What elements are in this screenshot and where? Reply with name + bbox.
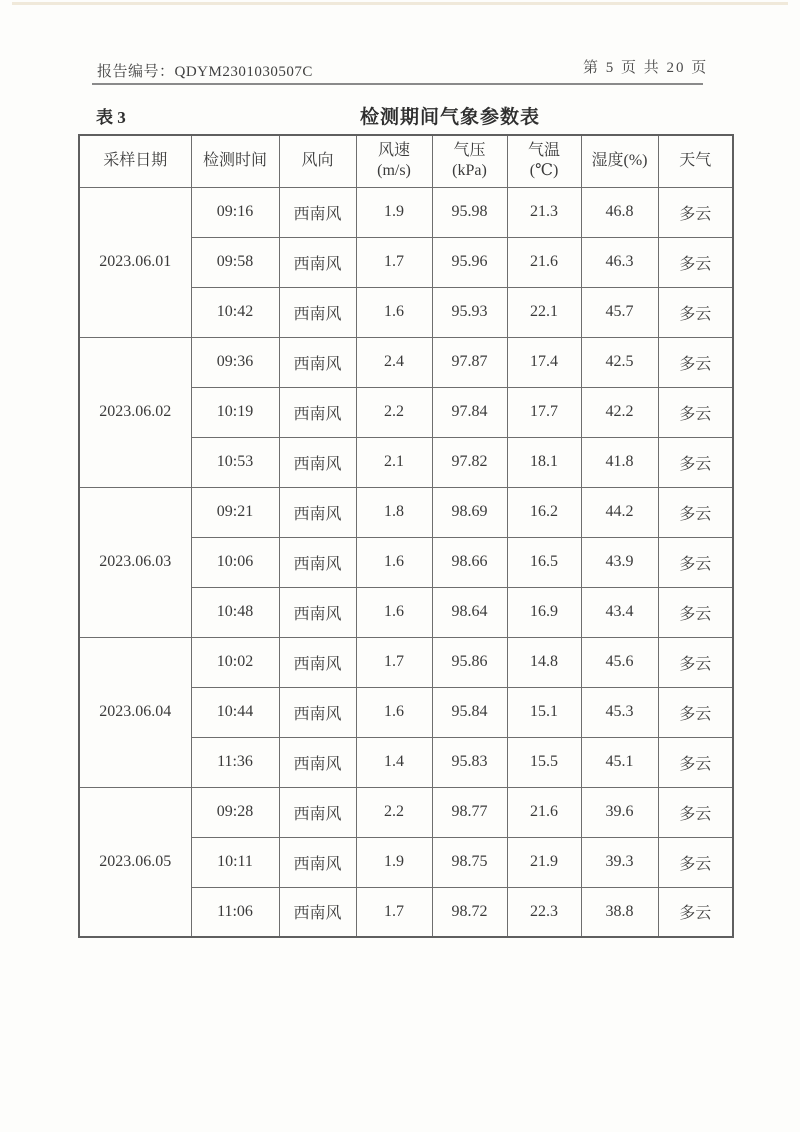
cell-sample-date: 2023.06.04 — [79, 637, 191, 787]
cell-detect-time: 10:02 — [191, 637, 279, 687]
cell-wind-speed: 2.4 — [356, 337, 432, 387]
cell-wind-direction: 西南风 — [279, 887, 356, 937]
cell-sample-date: 2023.06.01 — [79, 187, 191, 337]
cell-temperature: 21.3 — [507, 187, 581, 237]
cell-wind-direction: 西南风 — [279, 337, 356, 387]
cell-detect-time: 10:53 — [191, 437, 279, 487]
cell-humidity: 42.5 — [581, 337, 658, 387]
cell-detect-time: 09:36 — [191, 337, 279, 387]
cell-sample-date: 2023.06.03 — [79, 487, 191, 637]
cell-humidity: 42.2 — [581, 387, 658, 437]
cell-pressure: 97.82 — [432, 437, 507, 487]
col-header-line: (m/s) — [377, 162, 411, 180]
cell-temperature: 16.5 — [507, 537, 581, 587]
cell-temperature: 17.7 — [507, 387, 581, 437]
cell-weather: 多云 — [658, 387, 733, 437]
cell-weather: 多云 — [658, 787, 733, 837]
col-header-pressure — [432, 135, 507, 187]
col-header-line: 天气 — [679, 152, 712, 170]
cell-wind-direction: 西南风 — [279, 587, 356, 637]
cell-detect-time: 11:36 — [191, 737, 279, 787]
cell-weather: 多云 — [658, 287, 733, 337]
cell-wind-speed: 1.6 — [356, 587, 432, 637]
cell-weather: 多云 — [658, 537, 733, 587]
col-header-line: (kPa) — [452, 162, 487, 180]
cell-weather: 多云 — [658, 187, 733, 237]
col-header-wind-speed — [356, 135, 432, 187]
cell-weather: 多云 — [658, 487, 733, 537]
cell-humidity: 45.3 — [581, 687, 658, 737]
cell-weather: 多云 — [658, 837, 733, 887]
cell-wind-speed: 1.6 — [356, 287, 432, 337]
col-header-weather — [658, 135, 733, 187]
cell-detect-time: 10:42 — [191, 287, 279, 337]
cell-detect-time: 11:06 — [191, 887, 279, 937]
cell-wind-speed: 1.9 — [356, 187, 432, 237]
cell-weather: 多云 — [658, 887, 733, 937]
col-header-line: 气温 — [527, 142, 560, 160]
cell-pressure: 98.72 — [432, 887, 507, 937]
cell-pressure: 95.98 — [432, 187, 507, 237]
cell-wind-speed: 2.1 — [356, 437, 432, 487]
cell-pressure: 95.96 — [432, 237, 507, 287]
cell-wind-speed: 1.6 — [356, 687, 432, 737]
cell-wind-speed: 1.7 — [356, 637, 432, 687]
cell-pressure: 95.83 — [432, 737, 507, 787]
cell-pressure: 95.93 — [432, 287, 507, 337]
cell-pressure: 98.66 — [432, 537, 507, 587]
cell-temperature: 16.9 — [507, 587, 581, 637]
cell-pressure: 95.86 — [432, 637, 507, 687]
table-row — [79, 337, 733, 387]
cell-wind-direction: 西南风 — [279, 837, 356, 887]
cell-humidity: 44.2 — [581, 487, 658, 537]
cell-humidity: 41.8 — [581, 437, 658, 487]
cell-temperature: 21.6 — [507, 237, 581, 287]
cell-wind-speed: 1.8 — [356, 487, 432, 537]
cell-detect-time: 10:11 — [191, 837, 279, 887]
cell-wind-speed: 1.6 — [356, 537, 432, 587]
cell-detect-time: 10:19 — [191, 387, 279, 437]
cell-pressure: 98.69 — [432, 487, 507, 537]
cell-humidity: 46.8 — [581, 187, 658, 237]
cell-pressure: 95.84 — [432, 687, 507, 737]
cell-detect-time: 09:21 — [191, 487, 279, 537]
col-header-line: 采样日期 — [103, 152, 168, 170]
cell-wind-speed: 1.7 — [356, 887, 432, 937]
cell-detect-time: 09:28 — [191, 787, 279, 837]
cell-wind-speed: 1.9 — [356, 837, 432, 887]
cell-detect-time: 10:48 — [191, 587, 279, 637]
scan-edge-artifact — [12, 2, 788, 5]
cell-humidity: 46.3 — [581, 237, 658, 287]
cell-weather: 多云 — [658, 637, 733, 687]
cell-humidity: 38.8 — [581, 887, 658, 937]
cell-temperature: 15.5 — [507, 737, 581, 787]
cell-sample-date: 2023.06.02 — [79, 337, 191, 487]
cell-temperature: 17.4 — [507, 337, 581, 387]
table-header-row — [79, 135, 733, 187]
cell-weather: 多云 — [658, 587, 733, 637]
col-header-line: 检测时间 — [202, 152, 267, 170]
table-row — [79, 187, 733, 237]
cell-wind-speed: 1.4 — [356, 737, 432, 787]
cell-wind-direction: 西南风 — [279, 487, 356, 537]
cell-wind-speed: 2.2 — [356, 387, 432, 437]
header-divider-line — [92, 83, 703, 85]
cell-humidity: 43.9 — [581, 537, 658, 587]
cell-pressure: 97.87 — [432, 337, 507, 387]
cell-humidity: 45.1 — [581, 737, 658, 787]
cell-humidity: 45.6 — [581, 637, 658, 687]
col-header-line: 风速 — [377, 142, 410, 160]
col-header-line: 湿度(%) — [591, 152, 648, 170]
col-header-line: (℃) — [529, 162, 559, 180]
cell-humidity: 39.3 — [581, 837, 658, 887]
cell-detect-time: 10:44 — [191, 687, 279, 737]
cell-wind-direction: 西南风 — [279, 237, 356, 287]
cell-weather: 多云 — [658, 237, 733, 287]
cell-sample-date: 2023.06.05 — [79, 787, 191, 937]
cell-weather: 多云 — [658, 437, 733, 487]
cell-pressure: 97.84 — [432, 387, 507, 437]
col-header-line: 风向 — [301, 152, 334, 170]
cell-temperature: 16.2 — [507, 487, 581, 537]
col-header-wind-direction — [279, 135, 356, 187]
cell-wind-direction: 西南风 — [279, 287, 356, 337]
cell-weather: 多云 — [658, 337, 733, 387]
cell-temperature: 22.1 — [507, 287, 581, 337]
table-row — [79, 637, 733, 687]
cell-wind-direction: 西南风 — [279, 187, 356, 237]
table-row — [79, 487, 733, 537]
table-title: 检测期间气象参数表 — [359, 107, 540, 128]
col-header-sample-date — [79, 135, 191, 187]
cell-temperature: 15.1 — [507, 687, 581, 737]
cell-wind-direction: 西南风 — [279, 737, 356, 787]
cell-wind-direction: 西南风 — [279, 687, 356, 737]
cell-wind-speed: 1.7 — [356, 237, 432, 287]
cell-detect-time: 09:16 — [191, 187, 279, 237]
cell-detect-time: 09:58 — [191, 237, 279, 287]
cell-wind-direction: 西南风 — [279, 537, 356, 587]
col-header-temperature — [507, 135, 581, 187]
table-number-label: 表 3 — [96, 108, 126, 127]
page-number-label: 第 5 页 共 20 页 — [583, 60, 709, 76]
table-header-row — [79, 135, 733, 187]
cell-weather: 多云 — [658, 687, 733, 737]
cell-pressure: 98.75 — [432, 837, 507, 887]
cell-temperature: 21.9 — [507, 837, 581, 887]
cell-humidity: 39.6 — [581, 787, 658, 837]
cell-temperature: 21.6 — [507, 787, 581, 837]
table-row — [79, 787, 733, 837]
table-body — [79, 187, 733, 937]
cell-humidity: 43.4 — [581, 587, 658, 637]
cell-pressure: 98.64 — [432, 587, 507, 637]
cell-temperature: 18.1 — [507, 437, 581, 487]
cell-wind-direction: 西南风 — [279, 637, 356, 687]
weather-parameters-table — [78, 134, 734, 938]
cell-wind-speed: 2.2 — [356, 787, 432, 837]
cell-wind-direction: 西南风 — [279, 387, 356, 437]
cell-temperature: 14.8 — [507, 637, 581, 687]
report-number-label: 报告编号：QDYM2301030507C — [97, 64, 313, 80]
col-header-humidity — [581, 135, 658, 187]
cell-humidity: 45.7 — [581, 287, 658, 337]
col-header-detect-time — [191, 135, 279, 187]
cell-weather: 多云 — [658, 737, 733, 787]
cell-detect-time: 10:06 — [191, 537, 279, 587]
cell-temperature: 22.3 — [507, 887, 581, 937]
col-header-line: 气压 — [453, 142, 486, 160]
cell-pressure: 98.77 — [432, 787, 507, 837]
cell-wind-direction: 西南风 — [279, 437, 356, 487]
cell-wind-direction: 西南风 — [279, 787, 356, 837]
